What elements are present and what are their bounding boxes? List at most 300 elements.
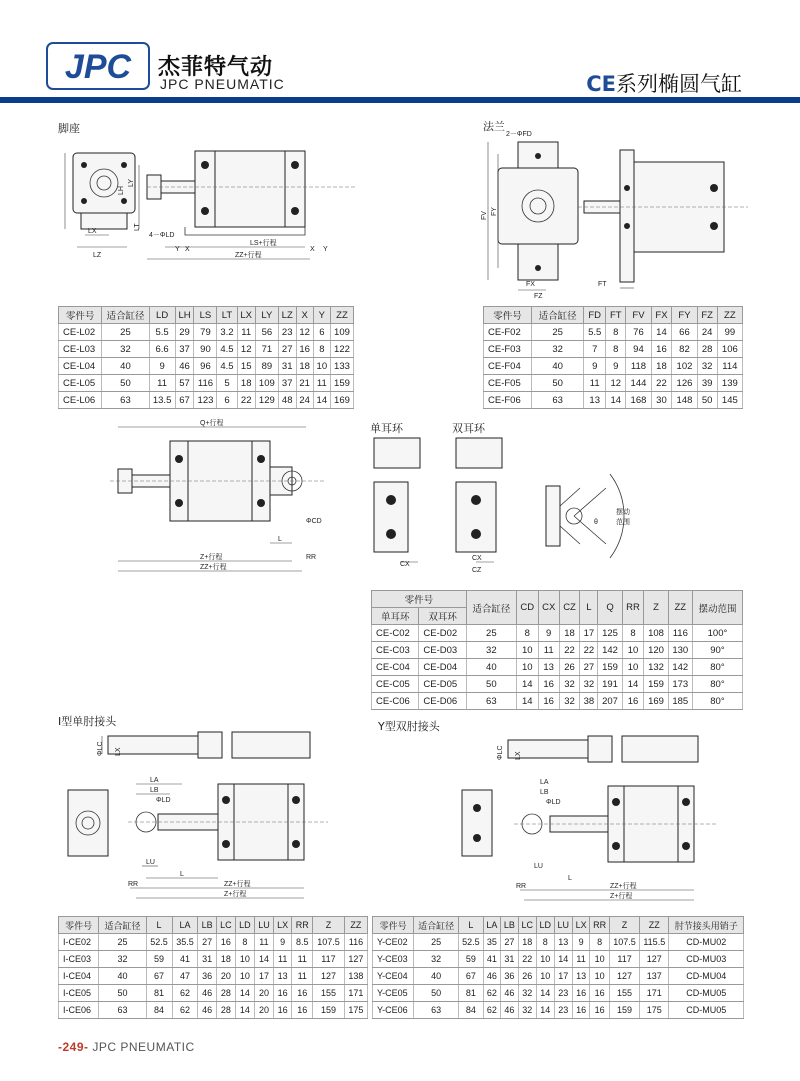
ijoint-table-cell: 52.5 [146,934,172,951]
ear-table-cell: 80° [692,676,742,693]
foot-table-cell: 14 [313,392,330,409]
ijoint-header-cell: LX [273,917,291,934]
yjoint-table-row [373,934,744,951]
ijoint-table-body [59,934,368,1019]
yjoint-table-cell: 175 [640,1002,669,1019]
yjoint-table-row [373,968,744,985]
yjoint-table-cell: Y-CE03 [373,951,414,968]
ijoint-table-cell: 14 [254,951,273,968]
ijoint-table-cell: 81 [146,985,172,1002]
flange-table-cell: 24 [697,324,717,341]
ear-header-cell: CD [516,591,538,625]
yjoint-z-label: Z+行程 [610,893,633,900]
ijoint-header-cell: Z [313,917,345,934]
ear-table-cell: CE-D06 [419,693,466,710]
single-ear-heading: 单耳环 [370,422,403,435]
foot-table-cell: 4.5 [217,341,237,358]
yjoint-table-cell: 50 [414,985,459,1002]
ijoint-table-cell: 107.5 [313,934,345,951]
ear-table-row [372,693,743,710]
flange-table-cell: 32 [532,341,584,358]
yjoint-lc-label: ΦLC [497,745,504,760]
flange-table-row [484,375,743,392]
foot-table-cell: 122 [330,341,353,358]
foot-table-cell: 22 [237,392,255,409]
header-rule [0,97,800,103]
flange-table-cell: 106 [717,341,742,358]
foot-table-cell: 71 [255,341,278,358]
ijoint-table-cell: 116 [344,934,367,951]
yjoint-table-cell: 14 [536,985,554,1002]
series-code: CE [586,72,616,96]
y-joint-heading: Y型双肘接头 [378,720,440,733]
foot-table-cell: 109 [255,375,278,392]
flange-table-cell: 40 [532,358,584,375]
ear-theta-label: θ [594,519,598,526]
yjoint-header-cell: LA [483,917,501,934]
ear-table-cell: 16 [622,693,644,710]
foot-table-cell: 123 [194,392,217,409]
foot-table-cell: 109 [330,324,353,341]
flange-table-cell: 102 [672,358,697,375]
ear-table-cell: 116 [668,625,692,642]
ear-table-cell: CE-D05 [419,676,466,693]
ear-table-cell: CE-D04 [419,659,466,676]
foot-table-cell: 5 [217,375,237,392]
ijoint-table-cell: 63 [99,1002,146,1019]
foot-header-cell: LS [194,307,217,324]
yjoint-table-cell: 27 [501,934,519,951]
yjoint-table-cell: 23 [554,985,572,1002]
flange-table-cell: 8 [606,341,626,358]
foot-zz-label: ZZ+行程 [235,252,262,259]
flange-table-cell: 11 [584,375,606,392]
ear-table-cell: 27 [580,659,598,676]
ear-table-cell: 11 [538,642,559,659]
flange-table-cell: 8 [606,324,626,341]
foot-table-cell: 18 [237,375,255,392]
foot-table-cell: 5.5 [149,324,175,341]
ijoint-table-cell: I-CE06 [59,1002,99,1019]
ear-table-cell: 159 [598,659,622,676]
yjoint-header-cell: 肘节接头用销子 [669,917,744,934]
foot-table-cell: 15 [237,358,255,375]
ear-table-cell: 90° [692,642,742,659]
ear-table-cell: 10 [516,659,538,676]
yjoint-table-cell: 63 [414,1002,459,1019]
foot-table-cell: 11 [313,375,330,392]
flange-table-cell: CE-F04 [484,358,532,375]
flange-table-cell: CE-F05 [484,375,532,392]
flange-table-cell: 9 [606,358,626,375]
flange-table-cell: 14 [651,324,672,341]
ear-zz-label: ZZ+行程 [200,564,227,571]
yjoint-table-cell: Y-CE05 [373,985,414,1002]
foot-table-row [59,341,354,358]
foot-table-cell: 40 [102,358,149,375]
ijoint-table-cell: 17 [254,968,273,985]
ear-table-row [372,659,743,676]
foot-table-cell: 32 [102,341,149,358]
flange-spec-table [483,306,743,409]
yjoint-lb-label: LB [540,789,549,796]
foot-table-cell: CE-L02 [59,324,102,341]
foot-table-cell: 37 [175,341,194,358]
ijoint-table-cell: 40 [99,968,146,985]
flange-fz-label: FZ [534,293,543,300]
yjoint-table-cell: 25 [414,934,459,951]
ear-table-cell: 80° [692,693,742,710]
foot-table-cell: 27 [278,341,296,358]
foot-table-cell: CE-L04 [59,358,102,375]
i-joint-drawing [58,726,368,906]
foot-lt-label: LT [134,223,141,231]
ijoint-ld-label: ΦLD [156,797,171,804]
flange-table-cell: 94 [626,341,651,358]
flange-table-body [484,324,743,409]
svg-text:JPC: JPC [64,48,132,86]
foot-table-cell: 11 [237,324,255,341]
foot-table-cell: 11 [149,375,175,392]
flange-table-cell: 22 [651,375,672,392]
flange-table-cell: 16 [651,341,672,358]
ijoint-header-cell: L [146,917,172,934]
ear-detail-drawing [360,434,650,579]
yjoint-table-cell: 31 [501,951,519,968]
ear-table-cell: 9 [538,625,559,642]
ear-table-cell: 8 [516,625,538,642]
ear-table-body [372,625,743,710]
ijoint-table-cell: 25 [99,934,146,951]
i-joint-heading: I型单肘接头 [58,715,117,728]
yjoint-zz-label: ZZ+行程 [610,883,637,890]
yjoint-table-cell: Y-CE06 [373,1002,414,1019]
flange-header-cell: FT [606,307,626,324]
yjoint-table-cell: 46 [483,968,501,985]
ijoint-table-cell: 50 [99,985,146,1002]
brand-chinese-name: 杰菲特气动 [158,55,274,80]
ear-header-cell: ZZ [668,591,692,625]
ear-cx-label: CX [400,561,410,568]
yjoint-table-cell: 11 [572,951,590,968]
flange-fd-label: 2－ΦFD [506,131,532,138]
yjoint-table-cell: 18 [518,934,536,951]
yjoint-table-cell: CD-MU05 [669,1002,744,1019]
yjoint-table-cell: 84 [459,1002,484,1019]
ijoint-table-cell: 28 [216,1002,235,1019]
ijoint-table-cell: 46 [198,985,216,1002]
ijoint-table-cell: 14 [235,985,254,1002]
foot-table-cell: CE-L05 [59,375,102,392]
yjoint-table-cell: 16 [590,985,610,1002]
flange-header-cell: FY [672,307,697,324]
ijoint-table-cell: 16 [273,1002,291,1019]
foot-header-cell: 适合缸径 [102,307,149,324]
flange-table-cell: CE-F03 [484,341,532,358]
foot-header-cell: LZ [278,307,296,324]
yjoint-table-cell: 171 [640,985,669,1002]
yjoint-table-cell: 10 [536,951,554,968]
ijoint-header-cell: 适合缸径 [99,917,146,934]
ijoint-table-cell: 18 [216,951,235,968]
ijoint-table-cell: 8 [235,934,254,951]
yjoint-table-cell: Y-CE02 [373,934,414,951]
ear-header-cell: Q [598,591,622,625]
ear-header-cell: 摆动范围 [692,591,742,625]
yjoint-table-cell: Y-CE04 [373,968,414,985]
yjoint-ld-label: ΦLD [546,799,561,806]
ear-table-cell: 130 [668,642,692,659]
ijoint-table-row [59,1002,368,1019]
flange-drawing [478,128,758,298]
foot-table-cell: 23 [278,324,296,341]
ear-table-cell: 40 [466,659,516,676]
ear-spec-table [371,590,743,710]
ear-header-cell: 适合缸径 [466,591,516,625]
ear-cz-label: CZ [472,567,482,574]
ear-table-cell: 13 [538,659,559,676]
page-header [0,0,800,104]
foot-lz-label: LZ [93,252,102,259]
ear-header-cell: Z [644,591,668,625]
ear-table-cell: 10 [516,642,538,659]
yjoint-table-cell: 115.5 [640,934,669,951]
flange-table-cell: 50 [532,375,584,392]
ear-table-cell: CE-C02 [372,625,419,642]
foot-table-cell: 90 [194,341,217,358]
yjoint-table-cell: 17 [554,968,572,985]
ear-table-cell: 142 [598,642,622,659]
ijoint-table-cell: 67 [146,968,172,985]
yjoint-header-cell: LD [536,917,554,934]
yjoint-table-cell: 159 [610,1002,640,1019]
foot-table-cell: 57 [175,375,194,392]
flange-table-cell: 50 [697,392,717,409]
ijoint-table-cell: 31 [198,951,216,968]
yjoint-table-cell: 46 [501,985,519,1002]
ijoint-table-cell: 8.5 [292,934,313,951]
yjoint-header-cell: LB [501,917,519,934]
ear-table-cell: 159 [644,676,668,693]
flange-table-cell: 126 [672,375,697,392]
foot-table-cell: 37 [278,375,296,392]
flange-table-cell: CE-F02 [484,324,532,341]
ear-table-cell: CE-D02 [419,625,466,642]
yjoint-rr-label: RR [516,883,527,890]
ear-table-cell: CE-C06 [372,693,419,710]
ear-table-cell: 80° [692,659,742,676]
yjoint-header-cell: 零件号 [373,917,414,934]
yjoint-table-cell: 32 [414,951,459,968]
foot-y2-label: Y [323,246,328,253]
yjoint-header-cell: RR [590,917,610,934]
ear-header-cell: RR [622,591,644,625]
yjoint-table-cell: 13 [572,968,590,985]
yjoint-table-cell: 23 [554,1002,572,1019]
ear-table-cell: 8 [622,625,644,642]
double-ear-heading: 双耳环 [452,422,485,435]
ijoint-header-cell: LU [254,917,273,934]
ijoint-table-cell: 16 [292,985,313,1002]
ear-table-cell: 191 [598,676,622,693]
foot-table-cell: 16 [296,341,313,358]
yjoint-table-cell: 117 [610,951,640,968]
foot-ly-label: LY [128,178,135,187]
yjoint-table-header [373,917,744,934]
ijoint-header-cell: LD [235,917,254,934]
ijoint-table-cell: 138 [344,968,367,985]
ear-table-cell: 32 [466,642,516,659]
yjoint-header-cell: LX [572,917,590,934]
ear-table-cell: 14 [516,676,538,693]
flange-fx-label: FX [526,281,535,288]
ear-table-cell: 22 [559,642,580,659]
yjoint-table-cell: CD-MU02 [669,934,744,951]
flange-header-cell: FX [651,307,672,324]
ear-table-cell: 32 [559,693,580,710]
foot-table-cell: 133 [330,358,353,375]
foot-table-cell: 8 [313,341,330,358]
ijoint-table-cell: 35.5 [172,934,198,951]
ear-table-cell: 207 [598,693,622,710]
yjoint-table-row [373,1002,744,1019]
ear-table-cell: 26 [559,659,580,676]
yjoint-header-cell: L [459,917,484,934]
foot-table-cell: 46 [175,358,194,375]
ear-table-cell: 10 [622,642,644,659]
ear-table-cell: 185 [668,693,692,710]
yjoint-table-cell: 16 [572,985,590,1002]
ear-table-cell: 132 [644,659,668,676]
ear-header-cell: L [580,591,598,625]
ear-table-cell: 108 [644,625,668,642]
ear-table-cell: CE-C04 [372,659,419,676]
ijoint-header-cell: 零件号 [59,917,99,934]
ear-table-cell: 173 [668,676,692,693]
foot-header-cell: X [296,307,313,324]
yjoint-table-cell: 36 [501,968,519,985]
ear-table-cell: 120 [644,642,668,659]
ijoint-table-cell: 84 [146,1002,172,1019]
foot-table-cell: 79 [194,324,217,341]
ear-table-header-row1 [372,591,743,608]
yjoint-table-cell: 14 [536,1002,554,1019]
flange-table-cell: 13 [584,392,606,409]
yjoint-table-cell: 22 [518,951,536,968]
yjoint-table-cell: 32 [518,1002,536,1019]
ear-sub-header-cell: 双耳环 [419,608,466,625]
ijoint-table-cell: 62 [172,985,198,1002]
foot-table-row [59,358,354,375]
ijoint-table-cell: 11 [292,951,313,968]
ijoint-lb-label: LB [150,787,159,794]
yjoint-table-cell: 32 [518,985,536,1002]
flange-header-cell: FZ [697,307,717,324]
foot-header-cell: Y [313,307,330,324]
ijoint-table-cell: 13 [273,968,291,985]
ijoint-table-cell: 14 [235,1002,254,1019]
yjoint-table-cell: 8 [536,934,554,951]
yjoint-table-cell: CD-MU05 [669,985,744,1002]
foot-mount-drawing [55,135,365,295]
ijoint-header-cell: LA [172,917,198,934]
foot-header-cell: LY [255,307,278,324]
yjoint-l-label: L [568,875,572,882]
yjoint-header-cell: LC [518,917,536,934]
ijoint-table-cell: 11 [254,934,273,951]
flange-table-cell: 99 [717,324,742,341]
ijoint-header-cell: LB [198,917,216,934]
flange-table-cell: 7 [584,341,606,358]
ear-table-cell: 25 [466,625,516,642]
ear-sub-header-cell: 单耳环 [372,608,419,625]
flange-table-row [484,341,743,358]
yjoint-header-cell: LU [554,917,572,934]
flange-table-header [484,307,743,324]
ear-table-cell: CE-C05 [372,676,419,693]
ijoint-lu-label: LU [146,859,155,866]
foot-mount-heading: 脚座 [58,122,80,135]
yjoint-table-cell: 40 [414,968,459,985]
foot-ls-label: LS+行程 [250,240,277,247]
ear-table-cell: 32 [559,676,580,693]
ijoint-table-cell: 27 [198,934,216,951]
ear-l-label: L [278,536,282,543]
foot-table-row [59,324,354,341]
ijoint-table-cell: 36 [198,968,216,985]
ear-table-row [372,676,743,693]
foot-header-cell: LT [217,307,237,324]
flange-table-cell: 144 [626,375,651,392]
flange-table-cell: 9 [584,358,606,375]
ear-side-drawing [110,415,340,580]
yjoint-table-cell: 9 [572,934,590,951]
foot-table-cell: 159 [330,375,353,392]
yjoint-la-label: LA [540,779,549,786]
ijoint-table-cell: 20 [216,968,235,985]
ear-table-row [372,642,743,659]
ear-table-cell: CE-C03 [372,642,419,659]
yjoint-lu-label: LU [534,863,543,870]
yjoint-table-body [373,934,744,1019]
yjoint-table-cell: 67 [459,968,484,985]
ijoint-table-cell: 11 [273,951,291,968]
yjoint-table-cell: 59 [459,951,484,968]
ear-z-label: Z+行程 [200,554,223,561]
ear-table-cell: 17 [580,625,598,642]
flange-table-cell: 5.5 [584,324,606,341]
yjoint-lx-label: LX [515,751,522,760]
flange-table-cell: 168 [626,392,651,409]
yjoint-table-cell: 81 [459,985,484,1002]
ijoint-table-cell: 127 [344,951,367,968]
flange-header-cell: FV [626,307,651,324]
foot-table-cell: 6 [217,392,237,409]
ijoint-table-cell: 46 [198,1002,216,1019]
foot-table-cell: 10 [313,358,330,375]
ear-header-cell: CX [538,591,559,625]
foot-x2-label: X [310,246,315,253]
flange-table-cell: 18 [651,358,672,375]
foot-spec-table [58,306,354,409]
ijoint-spec-table [58,916,368,1019]
foot-table-cell: 89 [255,358,278,375]
flange-table-cell: 32 [697,358,717,375]
foot-table-cell: 13.5 [149,392,175,409]
foot-table-cell: 25 [102,324,149,341]
flange-table-row [484,324,743,341]
ijoint-table-row [59,968,368,985]
